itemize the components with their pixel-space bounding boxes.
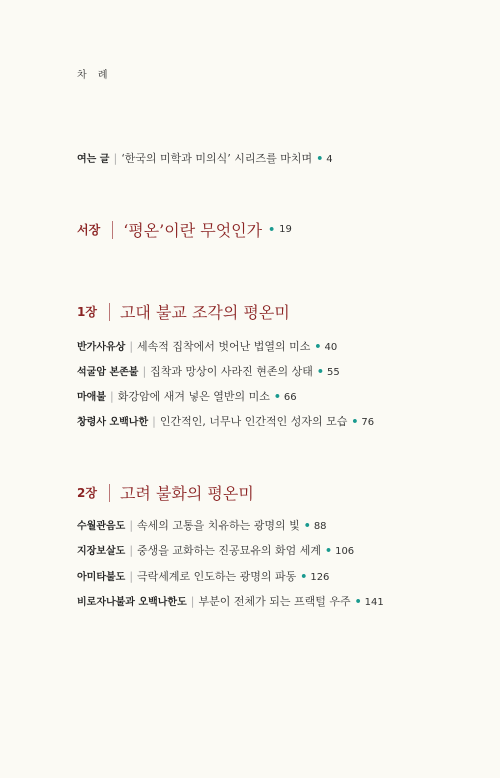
separator: | [129,570,134,583]
toc-entry[interactable] [77,365,340,380]
bullet-icon: • [316,152,324,165]
entry-label: 수월관음도 [77,521,126,532]
entry-title: 중생을 교화하는 진공묘유의 화엄 세계 [137,544,322,557]
page-number: 141 [364,597,384,608]
entry-title: 인간적인, 너무나 인간적인 성자의 모습 [159,415,348,428]
bullet-icon: • [354,595,362,608]
chapter-title: 고려 불화의 평온미 [119,484,254,503]
separator [109,303,110,321]
page-number: 40 [324,342,338,353]
page-number: 126 [310,572,330,583]
page-number: 106 [335,546,355,557]
entry-label: 창령사 오백나한 [77,417,149,428]
chapter-label: 서장 [77,223,101,237]
bullet-icon: • [273,390,281,403]
bullet-icon: • [303,519,311,532]
toc-entry[interactable] [77,570,329,585]
separator: | [129,519,134,532]
chapter-label: 1장 [77,305,97,319]
entry-label: 여는 글 [77,154,110,165]
entry-title: ‘한국의 미학과 미의식’ 시리즈를 마치며 [121,152,313,165]
entry-label: 지장보살도 [77,546,126,557]
entry-title: 집착과 망상이 사라진 현존의 상태 [150,365,313,378]
page-number: 88 [313,521,327,532]
page-number: 55 [326,367,340,378]
entry-label: 석굴암 본존불 [77,367,139,378]
toc-entry[interactable] [77,340,337,355]
separator: | [129,340,134,353]
separator [112,221,113,239]
separator: | [142,365,147,378]
bullet-icon: • [325,544,333,557]
page-title: 차 례 [77,70,112,81]
toc-entry-prologue[interactable] [77,218,292,241]
entry-title: 극락세계로 인도하는 광명의 파동 [137,570,297,583]
separator: | [113,152,118,165]
entry-title: 부분이 전체가 되는 프랙털 우주 [198,595,351,608]
chapter-title: ‘평온’이란 무엇인가 [123,221,263,240]
chapter-2-heading[interactable] [77,481,254,504]
entry-label: 마애불 [77,392,106,403]
toc-entry[interactable] [77,390,297,405]
entry-title: 세속적 집착에서 벗어난 법열의 미소 [137,340,311,353]
bullet-icon: • [314,340,322,353]
bullet-icon: • [316,365,324,378]
entry-title: 화강암에 새겨 넣은 열반의 미소 [117,390,270,403]
entry-title: 속세의 고통을 치유하는 광명의 빛 [137,519,300,532]
toc-entry-intro[interactable] [77,152,333,167]
bullet-icon: • [351,415,359,428]
page-number: 19 [279,224,292,235]
bullet-icon: • [300,570,308,583]
chapter-1-heading[interactable] [77,300,290,323]
chapter-title: 고대 불교 조각의 평온미 [119,303,290,322]
toc-entry[interactable] [77,519,327,534]
chapter-label: 2장 [77,486,97,500]
page-number: 4 [326,154,333,165]
separator: | [129,544,134,557]
entry-label: 비로자나불과 오백나한도 [77,597,187,608]
separator: | [109,390,114,403]
toc-entry[interactable] [77,415,374,430]
page-number: 76 [361,417,375,428]
entry-label: 아미타불도 [77,572,126,583]
toc-entry[interactable] [77,595,384,610]
separator: | [190,595,195,608]
toc-entry[interactable] [77,544,354,559]
separator [109,484,110,502]
entry-label: 반가사유상 [77,342,126,353]
separator: | [152,415,156,428]
page-number: 66 [283,392,297,403]
bullet-icon: • [268,223,276,236]
